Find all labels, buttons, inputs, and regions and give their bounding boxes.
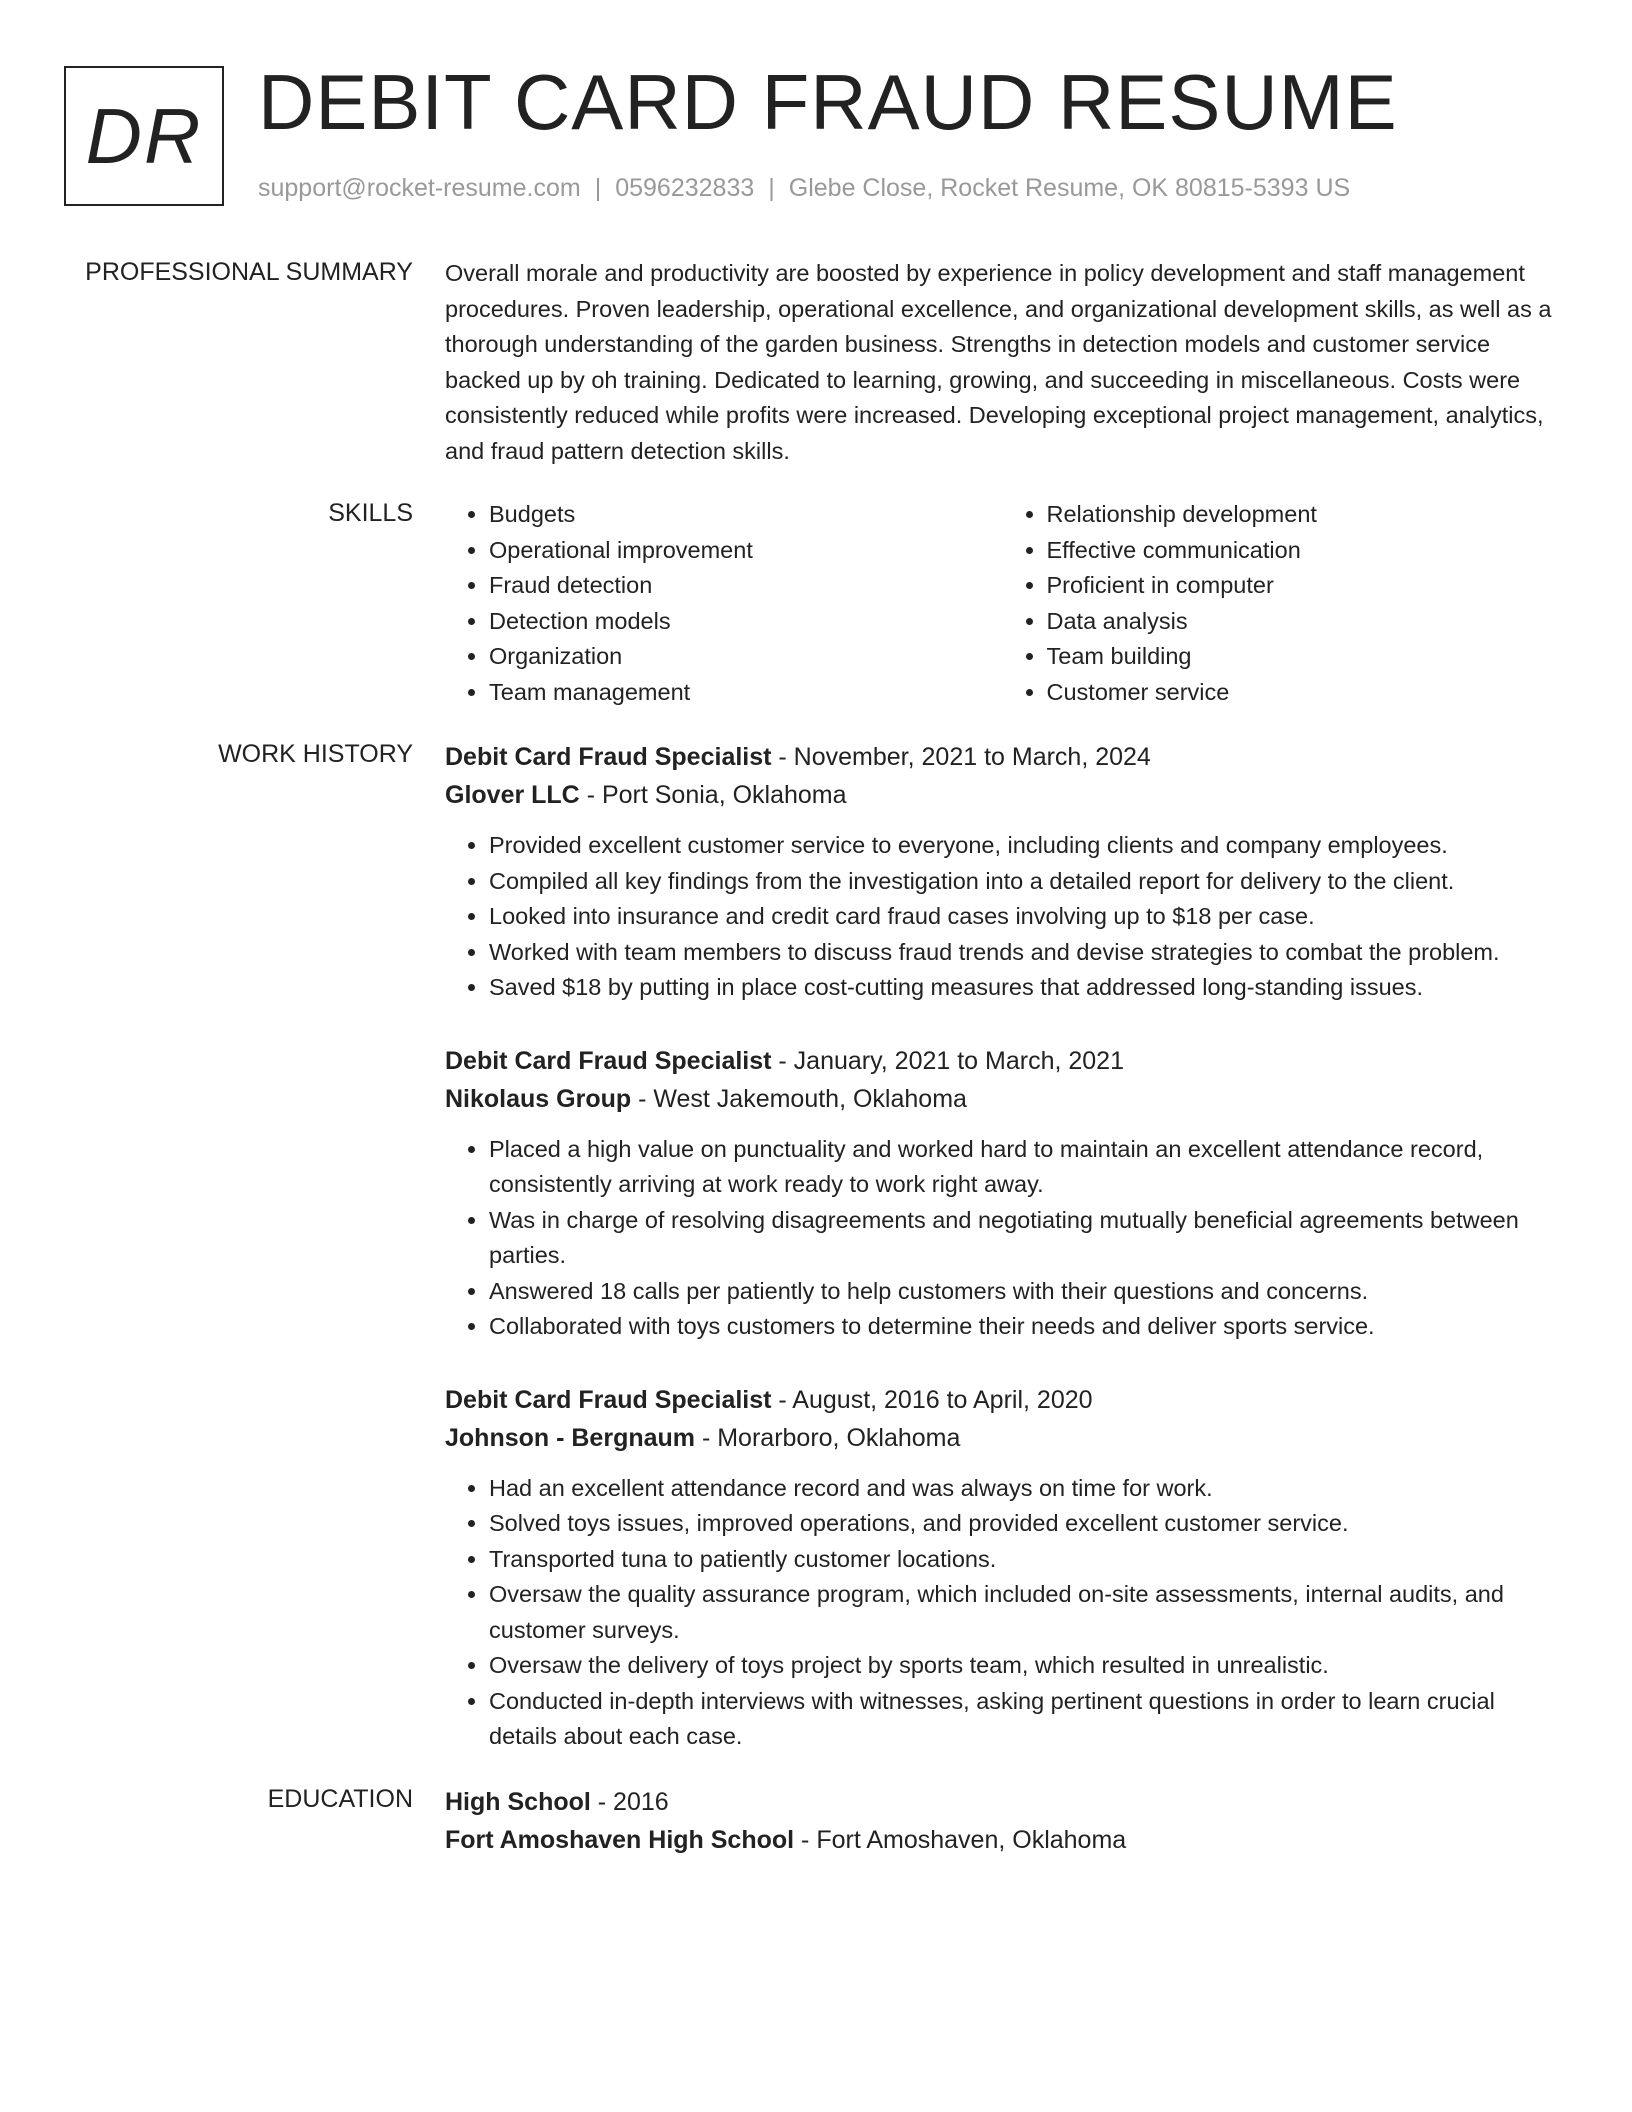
skills-list-right bbox=[1003, 497, 1561, 710]
section-label-summary: PROFESSIONAL SUMMARY bbox=[85, 258, 413, 286]
work-history-content bbox=[445, 738, 1560, 1755]
job-bullets bbox=[445, 828, 1560, 1006]
monogram-badge bbox=[64, 66, 224, 206]
job-company: Johnson - Bergnaum bbox=[445, 1423, 696, 1452]
job-location: - Port Sonia, Oklahoma bbox=[579, 781, 847, 809]
resume-body bbox=[0, 256, 1632, 1887]
skill-item: • Fraud detection bbox=[489, 568, 1003, 604]
education-location: - Fort Amoshaven, Oklahoma bbox=[794, 1825, 1127, 1854]
job-bullet: • Oversaw the quality assurance program, which included on-site assessments, internal audits, and customer surveys. bbox=[489, 1577, 1560, 1648]
skill-item: • Team building bbox=[1047, 639, 1561, 675]
job-dates: - January, 2021 to March, 2021 bbox=[771, 1046, 1124, 1075]
education-degree-line bbox=[445, 1783, 1560, 1821]
job-entry bbox=[445, 738, 1560, 1006]
skill-item: • Relationship development bbox=[1047, 497, 1561, 533]
skill-item: • Operational improvement bbox=[489, 533, 1003, 569]
job-company: Nikolaus Group bbox=[445, 1084, 632, 1113]
job-company-line bbox=[445, 776, 1560, 814]
job-title-line bbox=[445, 1381, 1560, 1419]
job-company-line bbox=[445, 1080, 1560, 1118]
skill-item: • Effective communication bbox=[1047, 533, 1561, 569]
job-location: - West Jakemouth, Oklahoma bbox=[631, 1084, 967, 1113]
job-entry bbox=[445, 1381, 1560, 1755]
contact-email: support@rocket-resume.com bbox=[258, 174, 581, 202]
section-label-skills: SKILLS bbox=[328, 499, 413, 527]
education-school-line bbox=[445, 1821, 1560, 1859]
contact-separator: | bbox=[594, 174, 602, 202]
summary-text: Overall morale and productivity are boosted by experience in policy development and staff management procedures. Proven leadership, operational excellence, and organizational development skills, as well as a thorough understanding of the garden business. Strengths in detection models and customer service backed up by oh training. Dedicated to learning, growing, and succeeding in miscellaneous. Costs were consistently reduced while profits were increased. Developing exceptional project management, analytics, and fraud pattern detection skills. bbox=[445, 260, 1552, 464]
job-entry bbox=[445, 1042, 1560, 1345]
job-bullet: • Worked with team members to discuss fraud trends and devise strategies to combat the problem. bbox=[489, 935, 1560, 971]
job-company-line bbox=[445, 1419, 1560, 1457]
job-bullets bbox=[445, 1471, 1560, 1755]
job-title: Debit Card Fraud Specialist bbox=[445, 743, 772, 771]
job-bullet: • Transported tuna to patiently customer locations. bbox=[489, 1542, 1560, 1578]
skill-item: • Data analysis bbox=[1047, 604, 1561, 640]
skill-item: • Budgets bbox=[489, 497, 1003, 533]
job-bullet: • Answered 18 calls per patiently to help customers with their questions and concerns. bbox=[489, 1274, 1560, 1310]
job-title: Debit Card Fraud Specialist bbox=[445, 1385, 772, 1414]
skill-item: • Proficient in computer bbox=[1047, 568, 1561, 604]
education-section bbox=[0, 1783, 1632, 1859]
skill-item: • Team management bbox=[489, 675, 1003, 711]
job-bullet: • Compiled all key findings from the investigation into a detailed report for delivery to the client. bbox=[489, 864, 1560, 900]
contact-line bbox=[258, 174, 1350, 203]
job-title-line bbox=[445, 1042, 1560, 1080]
job-title-line bbox=[445, 738, 1560, 776]
education-school: Fort Amoshaven High School bbox=[445, 1825, 795, 1854]
summary-content bbox=[445, 256, 1560, 469]
contact-separator: | bbox=[768, 174, 775, 202]
resume-title: DEBIT CARD FRAUD RESUME bbox=[258, 58, 1398, 146]
job-bullets bbox=[445, 1132, 1560, 1345]
skill-item: • Organization bbox=[489, 639, 1003, 675]
work-history-section bbox=[0, 738, 1632, 1755]
job-title: Debit Card Fraud Specialist bbox=[445, 1046, 772, 1075]
job-bullet: • Looked into insurance and credit card fraud cases involving up to $18 per case. bbox=[489, 899, 1560, 935]
education-content bbox=[445, 1783, 1560, 1859]
job-dates: - November, 2021 to March, 2024 bbox=[771, 743, 1151, 771]
skill-item: • Customer service bbox=[1047, 675, 1561, 711]
job-bullet: • Conducted in-depth interviews with witnesses, asking pertinent questions in order to learn crucial details about each case. bbox=[489, 1684, 1560, 1755]
job-bullet: • Placed a high value on punctuality and worked hard to maintain an excellent attendance record, consistently arriving at work ready to work right away. bbox=[489, 1132, 1560, 1203]
job-bullet: • Collaborated with toys customers to determine their needs and deliver sports service. bbox=[489, 1309, 1560, 1345]
job-company: Glover LLC bbox=[445, 781, 580, 809]
education-degree: High School bbox=[445, 1787, 591, 1816]
job-bullet: • Had an excellent attendance record and was always on time for work. bbox=[489, 1471, 1560, 1507]
job-bullet: • Saved $18 by putting in place cost-cutting measures that addressed long-standing issues. bbox=[489, 970, 1560, 1006]
job-bullet: • Solved toys issues, improved operations, and provided excellent customer service. bbox=[489, 1506, 1560, 1542]
job-location: - Morarboro, Oklahoma bbox=[695, 1423, 961, 1452]
skills-content bbox=[445, 497, 1560, 710]
contact-phone: 0596232833 bbox=[615, 174, 755, 202]
section-label-education: EDUCATION bbox=[267, 1784, 413, 1813]
education-year: - 2016 bbox=[590, 1787, 669, 1816]
skills-section bbox=[0, 497, 1632, 710]
skills-list-left bbox=[445, 497, 1003, 710]
summary-section bbox=[0, 256, 1632, 469]
job-bullet: • Was in charge of resolving disagreements and negotiating mutually beneficial agreements between parties. bbox=[489, 1203, 1560, 1274]
section-label-work-history: WORK HISTORY bbox=[218, 740, 413, 768]
job-bullet: • Provided excellent customer service to everyone, including clients and company employees. bbox=[489, 828, 1560, 864]
job-dates: - August, 2016 to April, 2020 bbox=[771, 1385, 1093, 1414]
job-bullet: • Oversaw the delivery of toys project by sports team, which resulted in unrealistic. bbox=[489, 1648, 1560, 1684]
contact-address: Glebe Close, Rocket Resume, OK 80815-5393 US bbox=[788, 174, 1351, 202]
monogram-text: DR bbox=[85, 91, 203, 180]
skill-item: • Detection models bbox=[489, 604, 1003, 640]
